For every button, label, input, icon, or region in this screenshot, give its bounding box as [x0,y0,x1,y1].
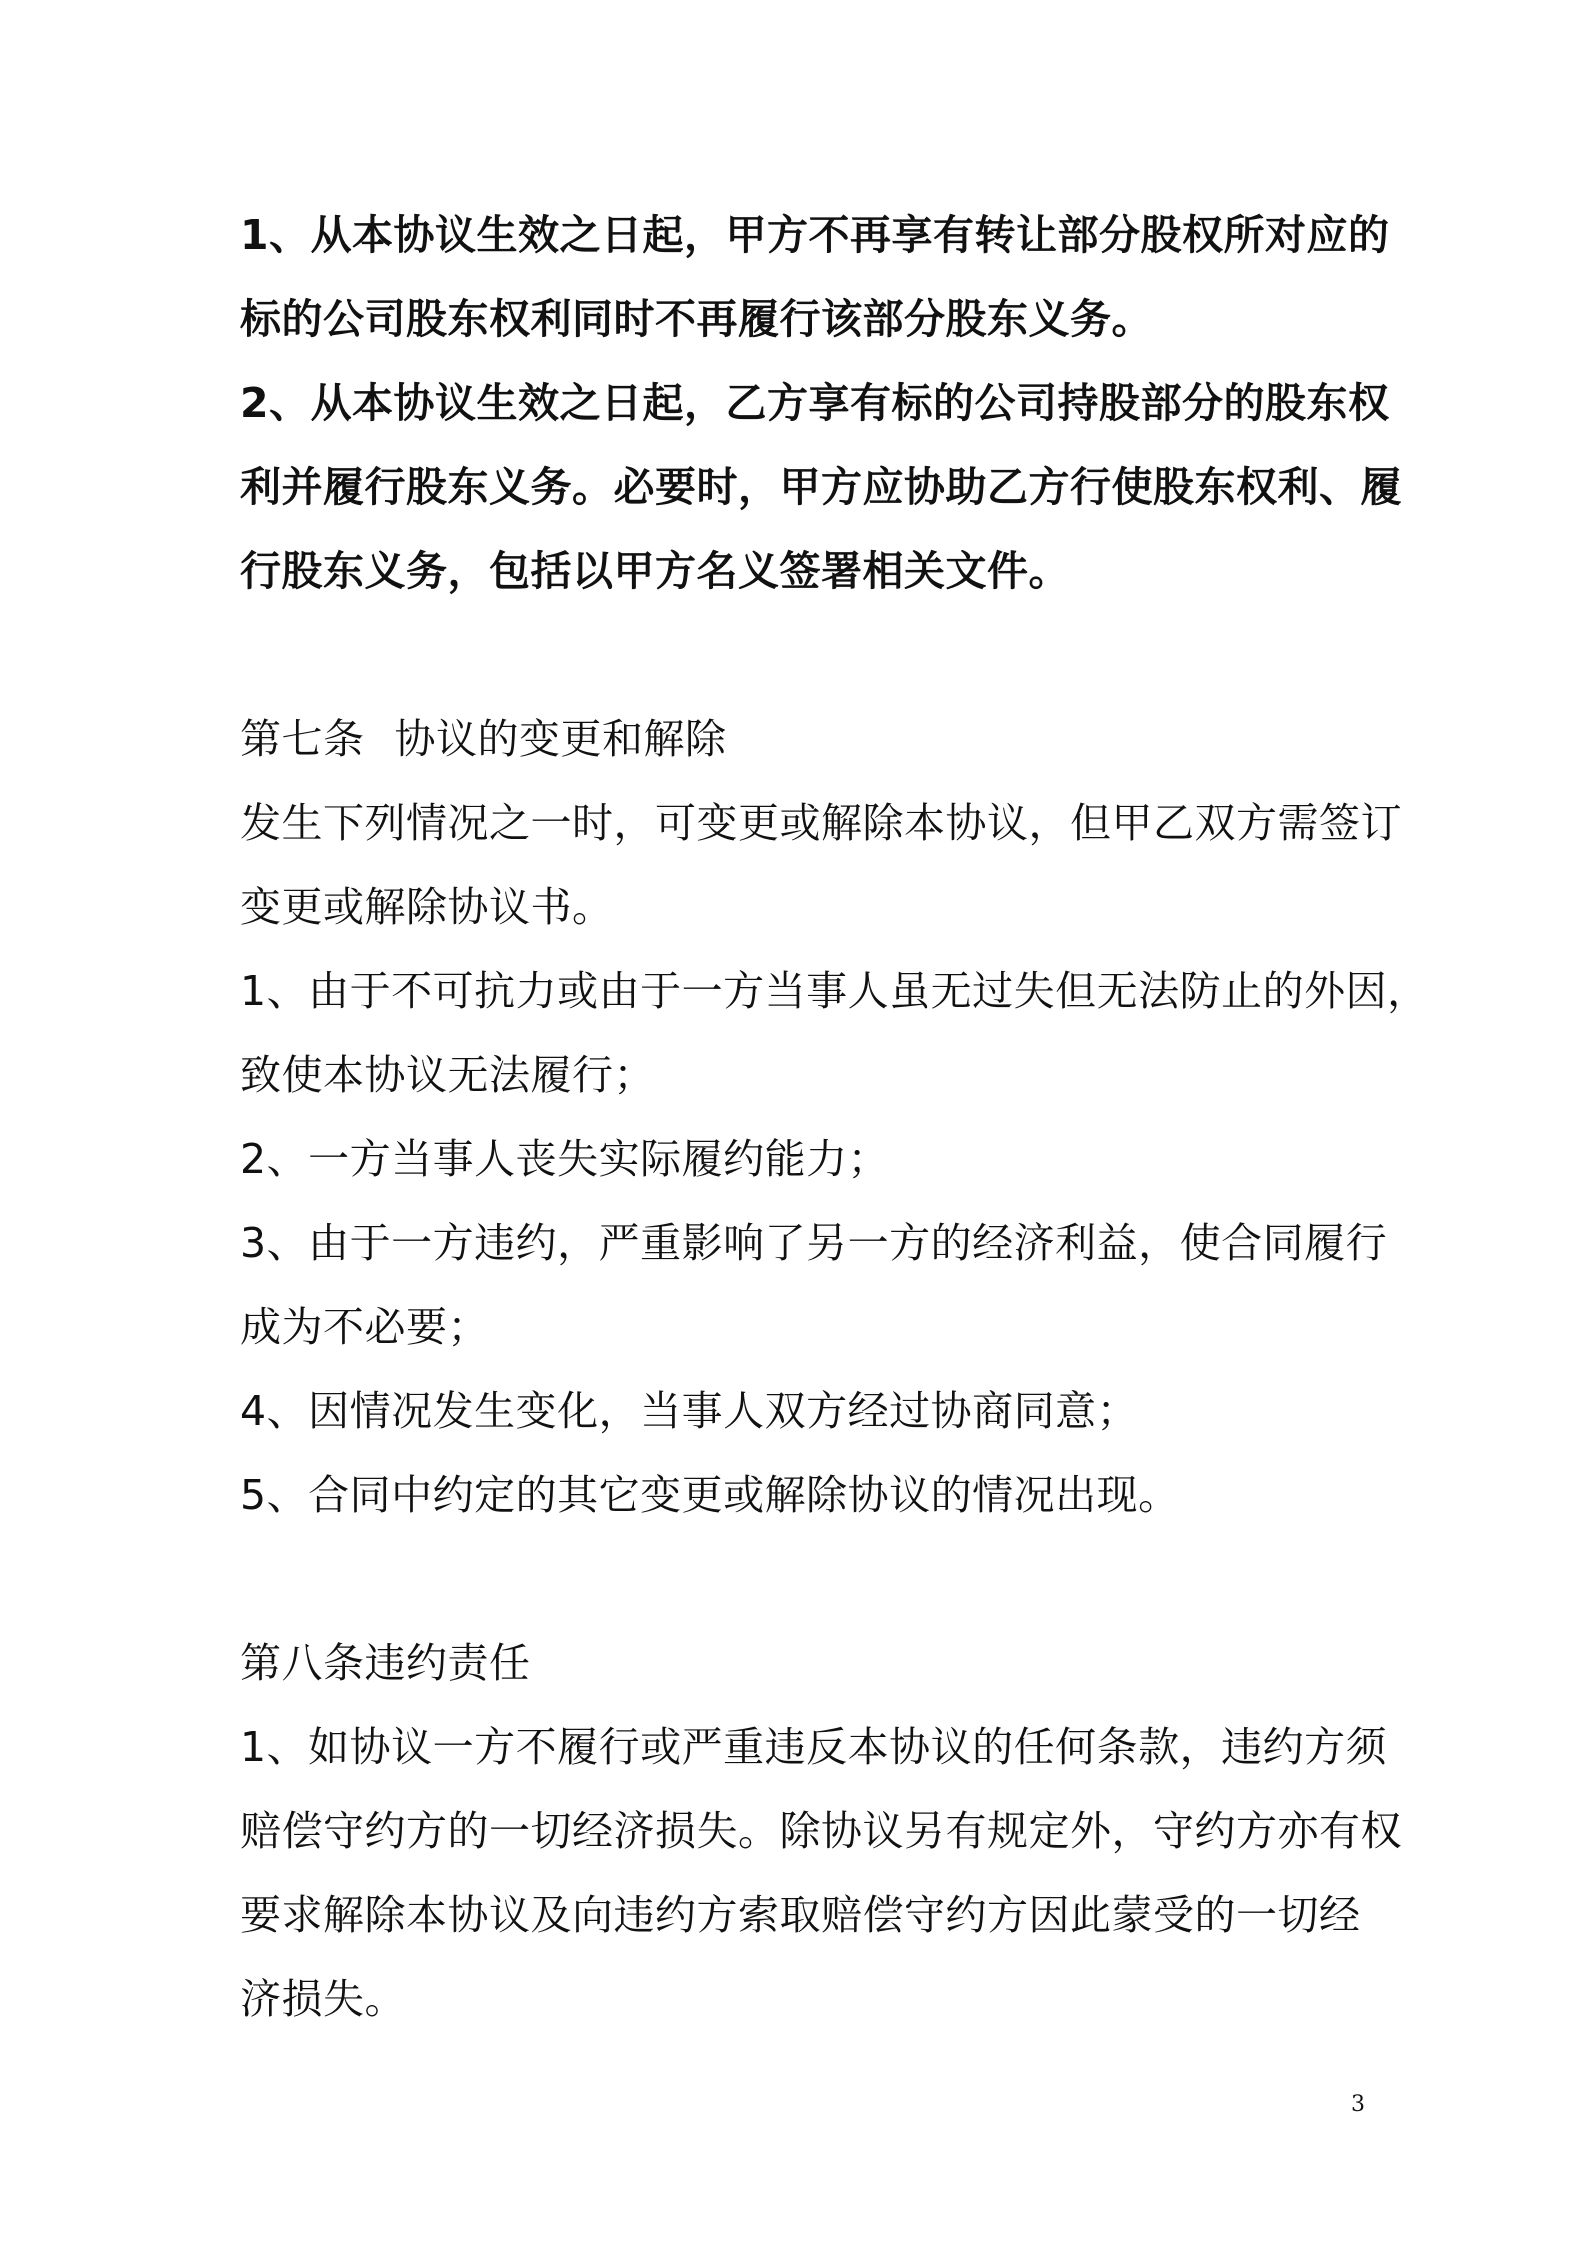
section-seven-heading [240,697,1380,781]
section-eight-line-2: 赔偿守约方的一切经济损失。除协议另有规定外，守约方亦有权 [240,1807,1402,1855]
section-seven-line-7: 成为不必要； [240,1303,489,1351]
section-seven-line-6: 3、由于一方违约，严重影响了另一方的经济利益，使合同履行 [240,1219,1388,1267]
section-eight-heading: 第八条违约责任 [240,1639,531,1687]
section-seven-line-1: 发生下列情况之一时，可变更或解除本协议，但甲乙双方需签订 [240,799,1402,847]
section-seven-heading-title: 协议的变更和解除 [394,715,727,763]
section-seven-line-8: 4、因情况发生变化，当事人双方经过协商同意； [240,1387,1139,1435]
section-seven-line-5: 2、一方当事人丧失实际履约能力； [240,1135,890,1183]
section-seven-line-3: 1、由于不可抗力或由于一方当事人虽无过失但无法防止的外因， [240,967,1429,1015]
paragraph-gap [240,613,1380,697]
page-number: 3 [1351,2092,1365,2117]
section-six-line-4: 利并履行股东义务。必要时，甲方应协助乙方行使股东权利、履 [240,463,1402,511]
section-eight-line-4: 济损失。 [240,1975,406,2023]
section-seven-line-2: 变更或解除协议书。 [240,883,614,931]
section-six-line-3: 2、从本协议生效之日起，乙方享有标的公司持股部分的股东权 [240,379,1390,427]
section-seven-heading-number: 第七条 [240,715,365,763]
section-seven-line-9: 5、合同中约定的其它变更或解除协议的情况出现。 [240,1471,1180,1519]
section-eight-line-1: 1、如协议一方不履行或严重违反本协议的任何条款，违约方须 [240,1723,1388,1771]
section-six-line-1: 1、从本协议生效之日起，甲方不再享有转让部分股权所对应的 [240,211,1390,259]
section-six-line-2: 标的公司股东权利同时不再履行该部分股东义务。 [240,295,1153,343]
section-six-line-5: 行股东义务，包括以甲方名义签署相关文件。 [240,547,1070,595]
section-eight-line-3: 要求解除本协议及向违约方索取赔偿守约方因此蒙受的一切经 [240,1891,1361,1939]
paragraph-gap [240,1537,1380,1621]
section-seven-line-4: 致使本协议无法履行； [240,1051,655,1099]
document-body [240,193,1429,2041]
